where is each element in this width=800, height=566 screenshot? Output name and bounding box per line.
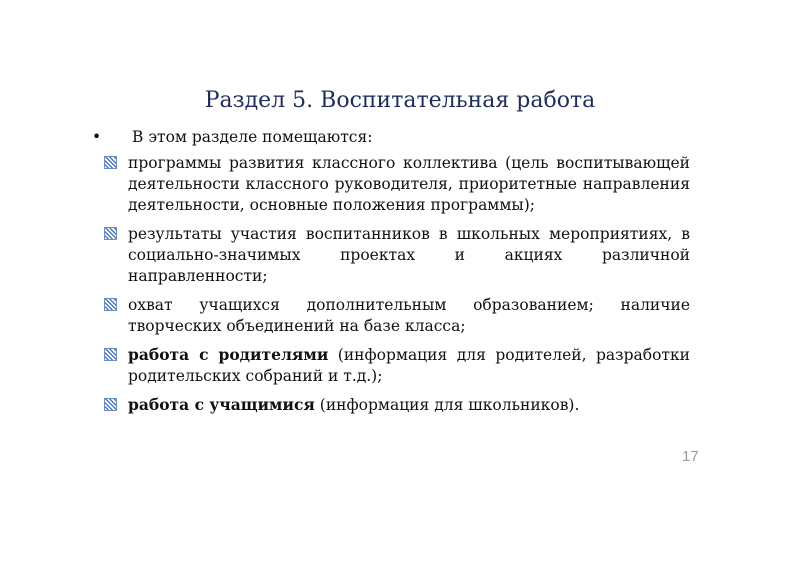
item-text: (информация для школьников). <box>314 396 580 414</box>
item-text: программы развития классного коллектива (цель воспитывающей деятельности классного руководителя, приоритетные направления деятельности, основные положения программы); <box>128 154 690 214</box>
page-number: 17 <box>682 448 699 465</box>
list-item <box>104 344 690 387</box>
hatched-square-bullet-icon <box>104 298 117 311</box>
hatched-square-bullet-icon <box>104 227 117 240</box>
list-item <box>104 394 690 416</box>
hatched-square-bullet-icon <box>104 348 117 361</box>
item-text: (информация для родителей, разработки родительских собраний и т.д.); <box>128 346 690 385</box>
bullet-dot-icon: • <box>92 128 102 146</box>
content-list <box>104 152 690 423</box>
item-bold-text: работа с родителями <box>128 345 329 364</box>
intro-text: В этом разделе помещаются: <box>132 128 373 146</box>
slide-title <box>0 88 800 113</box>
list-item <box>104 294 690 337</box>
list-item <box>104 152 690 216</box>
hatched-square-bullet-icon <box>104 156 117 169</box>
hatched-square-bullet-icon <box>104 398 117 411</box>
item-bold-text: работа с учащимися <box>128 395 315 414</box>
intro-line <box>92 128 372 146</box>
item-text: охват учащихся дополнительным образованием; наличие творческих объединений на базе класса; <box>128 296 690 335</box>
list-item <box>104 223 690 287</box>
item-text: результаты участия воспитанников в школьных мероприятиях, в социально-значимых проектах и акциях различной направленности; <box>128 225 690 285</box>
slide-title-text: Раздел 5. Воспитательная работа <box>204 88 596 113</box>
